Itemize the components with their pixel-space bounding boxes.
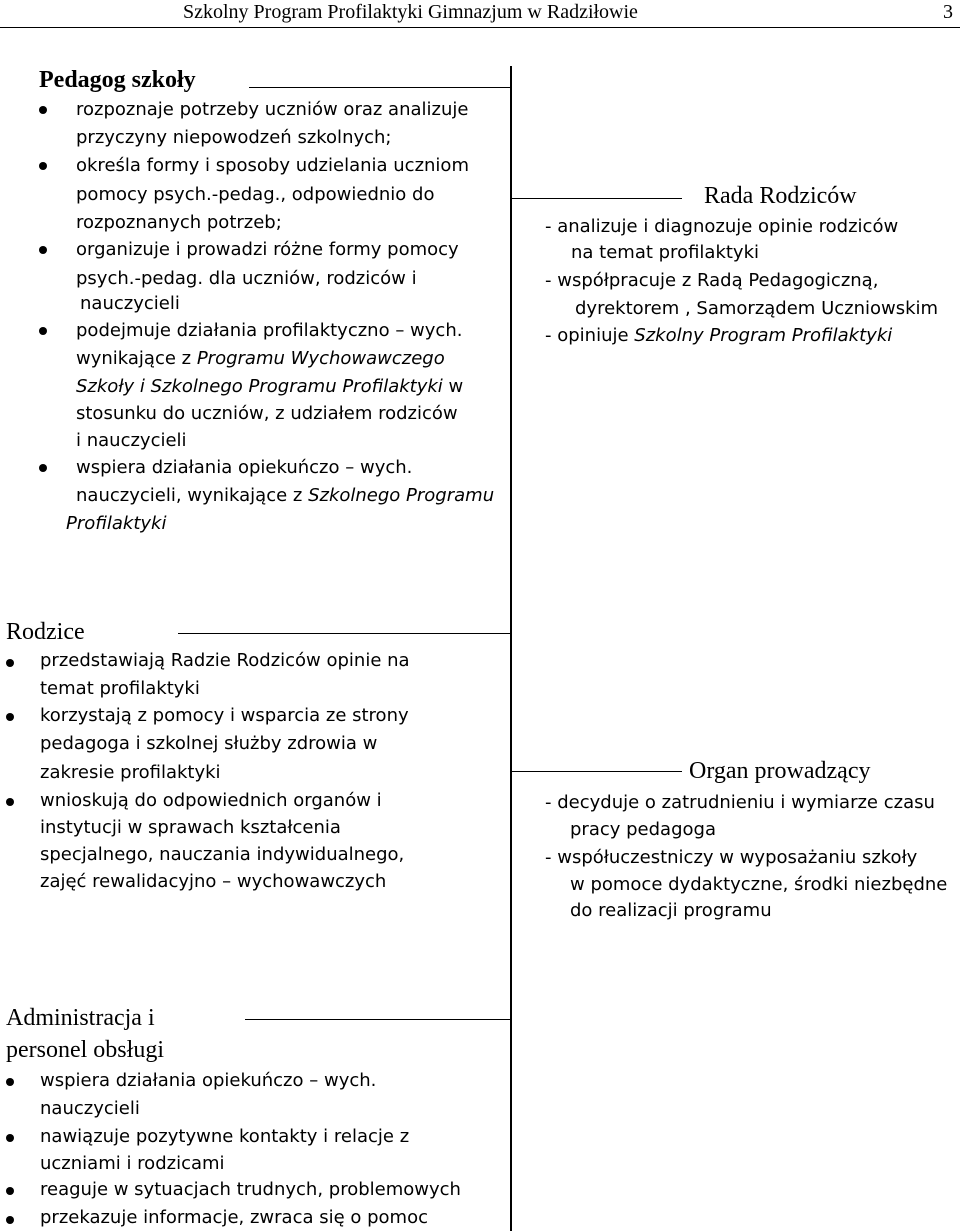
bullet-icon [6,659,14,667]
rada-line: - analizuje i diagnozuje opinie rodziców [545,216,899,237]
bullet-icon [39,327,47,335]
rada-line: - współpracuje z Radą Pedagogiczną, [545,270,879,291]
bullet-icon [39,106,47,114]
pedagog-line: nauczycieli [80,293,180,314]
connector-rada [512,198,682,199]
pedagog-line: podejmuje działania profilaktyczno – wych. [76,320,463,341]
pedagog-line: określa formy i sposoby udzielania uczniom [76,155,469,176]
administracja-title-line1: Administracja i [6,1005,155,1031]
rodzice-line: wnioskują do odpowiednich organów i [40,790,382,811]
administracja-line: uczniami i rodzicami [40,1153,225,1174]
pedagog-line: rozpoznaje potrzeby uczniów oraz analizuje [76,99,469,120]
rodzice-line: zakresie profilaktyki [40,762,221,783]
pedagog-line: nauczycieli, wynikające z Szkolnego Programu [76,485,495,506]
administracja-title-line2: personel obsługi [6,1037,164,1063]
pedagog-line: Profilaktyki [66,513,167,534]
rada-title: Rada Rodziców [704,183,857,209]
organ-title: Organ prowadzący [689,758,871,784]
bullet-icon [6,1078,14,1086]
pedagog-line: psych.-pedag. dla uczniów, rodziców i [76,268,417,289]
rodzice-line: temat profilaktyki [40,678,200,699]
vertical-connector [510,66,512,1231]
bullet-icon [39,464,47,472]
bullet-icon [6,713,14,721]
administracja-line: reaguje w sytuacjach trudnych, problemowych [40,1179,461,1200]
pedagog-line: organizuje i prowadzi różne formy pomocy [76,239,459,260]
organ-line: - współuczestniczy w wyposażaniu szkoły [545,847,918,868]
bullet-icon [39,162,47,170]
organ-line: - decyduje o zatrudnieniu i wymiarze czasu [545,792,935,813]
connector-administracja [245,1019,510,1020]
pedagog-title: Pedagog szkoły [39,67,196,93]
administracja-line: wspiera działania opiekuńczo – wych. [40,1070,377,1091]
page-header-title: Szkolny Program Profilaktyki Gimnazjum w Radziłowie [183,1,638,23]
bullet-icon [39,246,47,254]
rada-line: - opiniuje Szkolny Program Profilaktyki [545,325,893,346]
administracja-line: nawiązuje pozytywne kontakty i relacje z [40,1126,410,1147]
pedagog-line: stosunku do uczniów, z udziałem rodziców [76,403,458,424]
pedagog-line: przyczyny niepowodzeń szkolnych; [76,127,392,148]
rada-line: dyrektorem , Samorządem Uczniowskim [575,298,939,319]
rodzice-title: Rodzice [6,619,85,645]
rodzice-line: instytucji w sprawach kształcenia [40,817,341,838]
pedagog-line: wspiera działania opiekuńczo – wych. [76,457,413,478]
page-number: 3 [943,1,953,23]
pedagog-line: Szkoły i Szkolnego Programu Profilaktyki w [76,376,464,397]
header-rule [0,27,960,28]
bullet-icon [6,1216,14,1224]
rodzice-line: zajęć rewalidacyjno – wychowawczych [40,871,387,892]
rodzice-line: specjalnego, nauczania indywidualnego, [40,844,405,865]
pedagog-line: rozpoznanych potrzeb; [76,212,282,233]
rodzice-line: korzystają z pomocy i wsparcia ze strony [40,705,409,726]
rodzice-line: pedagoga i szkolnej służby zdrowia w [40,733,378,754]
connector-rodzice [178,633,510,634]
organ-line: do realizacji programu [570,900,772,921]
rodzice-line: przedstawiają Radzie Rodziców opinie na [40,650,410,671]
administracja-line: nauczycieli [40,1098,140,1119]
pedagog-line: i nauczycieli [76,430,187,451]
bullet-icon [6,1187,14,1195]
bullet-icon [6,1134,14,1142]
organ-line: w pomoce dydaktyczne, środki niezbędne [570,874,948,895]
bullet-icon [6,798,14,806]
connector-organ [512,771,682,772]
administracja-line: przekazuje informacje, zwraca się o pomoc [40,1207,429,1228]
pedagog-line: wynikające z Programu Wychowawczego [76,348,445,369]
pedagog-line: pomocy psych.-pedag., odpowiednio do [76,184,435,205]
connector-pedagog [249,87,510,88]
rada-line: na temat profilaktyki [571,242,760,263]
organ-line: pracy pedagoga [570,819,716,840]
